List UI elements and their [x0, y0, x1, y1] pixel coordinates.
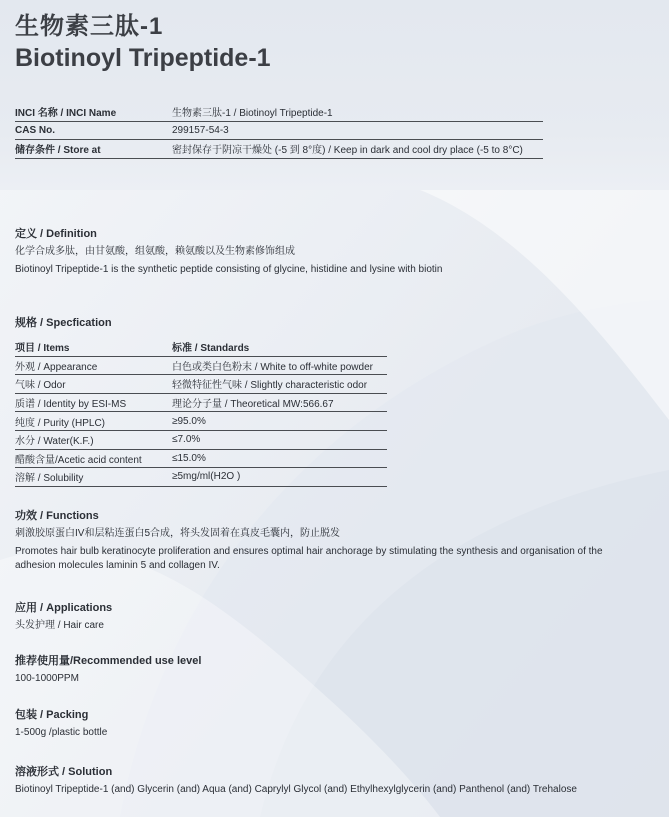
definition-title: 定义 / Definition — [15, 228, 97, 240]
info-value: 299157-54-3 — [172, 124, 229, 136]
spec-item: 纯度 / Purity (HPLC) — [15, 417, 106, 429]
spec-standard: ≤15.0% — [172, 452, 206, 464]
functions-title: 功效 / Functions — [15, 510, 99, 522]
use-level-text: 100-1000PPM — [15, 673, 79, 684]
use-level-title: 推荐使用量/Recommended use level — [15, 655, 202, 667]
spec-item: 醋酸含量/Acetic acid content — [15, 454, 142, 466]
spec-item: 水分 / Water(K.F.) — [15, 436, 94, 448]
table-row — [15, 431, 387, 450]
spec-standard: ≤7.0% — [172, 434, 201, 446]
spec-standard: 轻微特征性气味 / Slightly characteristic odor — [172, 380, 368, 392]
spec-item: 质谱 / Identity by ESI-MS — [15, 399, 127, 411]
definition-section — [15, 227, 442, 277]
info-value: 生物素三肽-1 / Biotinoyl Tripeptide-1 — [172, 108, 333, 120]
info-row-store — [15, 140, 543, 159]
spec-header-standard: 标准 / Standards — [172, 343, 250, 355]
definition-en: Biotinoyl Tripeptide-1 is the synthetic peptide consisting of glycine, histidine and lysine with biotin — [15, 264, 443, 275]
functions-en-line1: Promotes hair bulb keratinocyte proliferation and ensures optimal hair anchorage by stimulating the synthesis and organisation of the — [15, 546, 603, 557]
applications-text: 头发护理 / Hair care — [15, 620, 104, 631]
info-label: 储存条件 / Store at — [15, 145, 101, 157]
definition-cn: 化学合成多肽，由甘氨酸，组氨酸，赖氨酸以及生物素修饰组成 — [15, 246, 295, 257]
solution-section — [15, 765, 577, 797]
packing-text: 1-500g /plastic bottle — [15, 727, 108, 738]
solution-text: Biotinoyl Tripeptide-1 (and) Glycerin (and) Aqua (and) Caprylyl Glycol (and) Ethylhexylglycerin (and) Panthenol (and) Trehalose — [15, 784, 577, 795]
spec-header-item: 项目 / Items — [15, 343, 70, 355]
table-row — [15, 468, 387, 487]
applications-section — [15, 601, 112, 633]
table-row — [15, 394, 387, 413]
spec-standard: ≥5mg/ml(H2O ) — [172, 471, 241, 483]
spec-item: 气味 / Odor — [15, 380, 66, 392]
table-row — [15, 450, 387, 469]
specification-section — [15, 316, 112, 334]
solution-title: 溶液形式 / Solution — [15, 766, 113, 778]
info-value: 密封保存于阴凉干燥处 (-5 到 8°度) / Keep in dark and cool dry place (-5 to 8°C) — [172, 145, 523, 157]
info-row-inci — [15, 103, 543, 122]
spec-table — [15, 338, 387, 487]
spec-standard: 理论分子量 / Theoretical MW:566.67 — [172, 399, 334, 411]
info-row-cas — [15, 122, 543, 141]
table-row — [15, 357, 387, 376]
info-label: INCI 名称 / INCI Name — [15, 108, 117, 120]
info-label: CAS No. — [15, 124, 55, 136]
title-english: Biotinoyl Tripeptide-1 — [15, 44, 271, 72]
functions-section — [15, 509, 603, 573]
packing-section — [15, 708, 107, 740]
packing-title: 包装 / Packing — [15, 709, 89, 721]
applications-title: 应用 / Applications — [15, 602, 113, 614]
spec-header-row — [15, 338, 387, 357]
table-row — [15, 412, 387, 431]
functions-cn: 刺激胶原蛋白IV和层粘连蛋白5合成，将头发固着在真皮毛囊内，防止脱发 — [15, 528, 341, 539]
spec-item: 外观 / Appearance — [15, 361, 98, 373]
specification-title: 规格 / Specfication — [15, 317, 112, 329]
use-level-section — [15, 654, 201, 686]
spec-item: 溶解 / Solubility — [15, 473, 84, 485]
spec-standard: ≥95.0% — [172, 415, 206, 427]
info-table — [15, 103, 543, 159]
title-chinese: 生物素三肽-1 — [15, 13, 164, 40]
table-row — [15, 375, 387, 394]
functions-en-line2: adhesion molecules laminin 5 and collagen IV. — [15, 560, 220, 571]
spec-standard: 白色或类白色粉末 / White to off-white powder — [172, 361, 373, 373]
